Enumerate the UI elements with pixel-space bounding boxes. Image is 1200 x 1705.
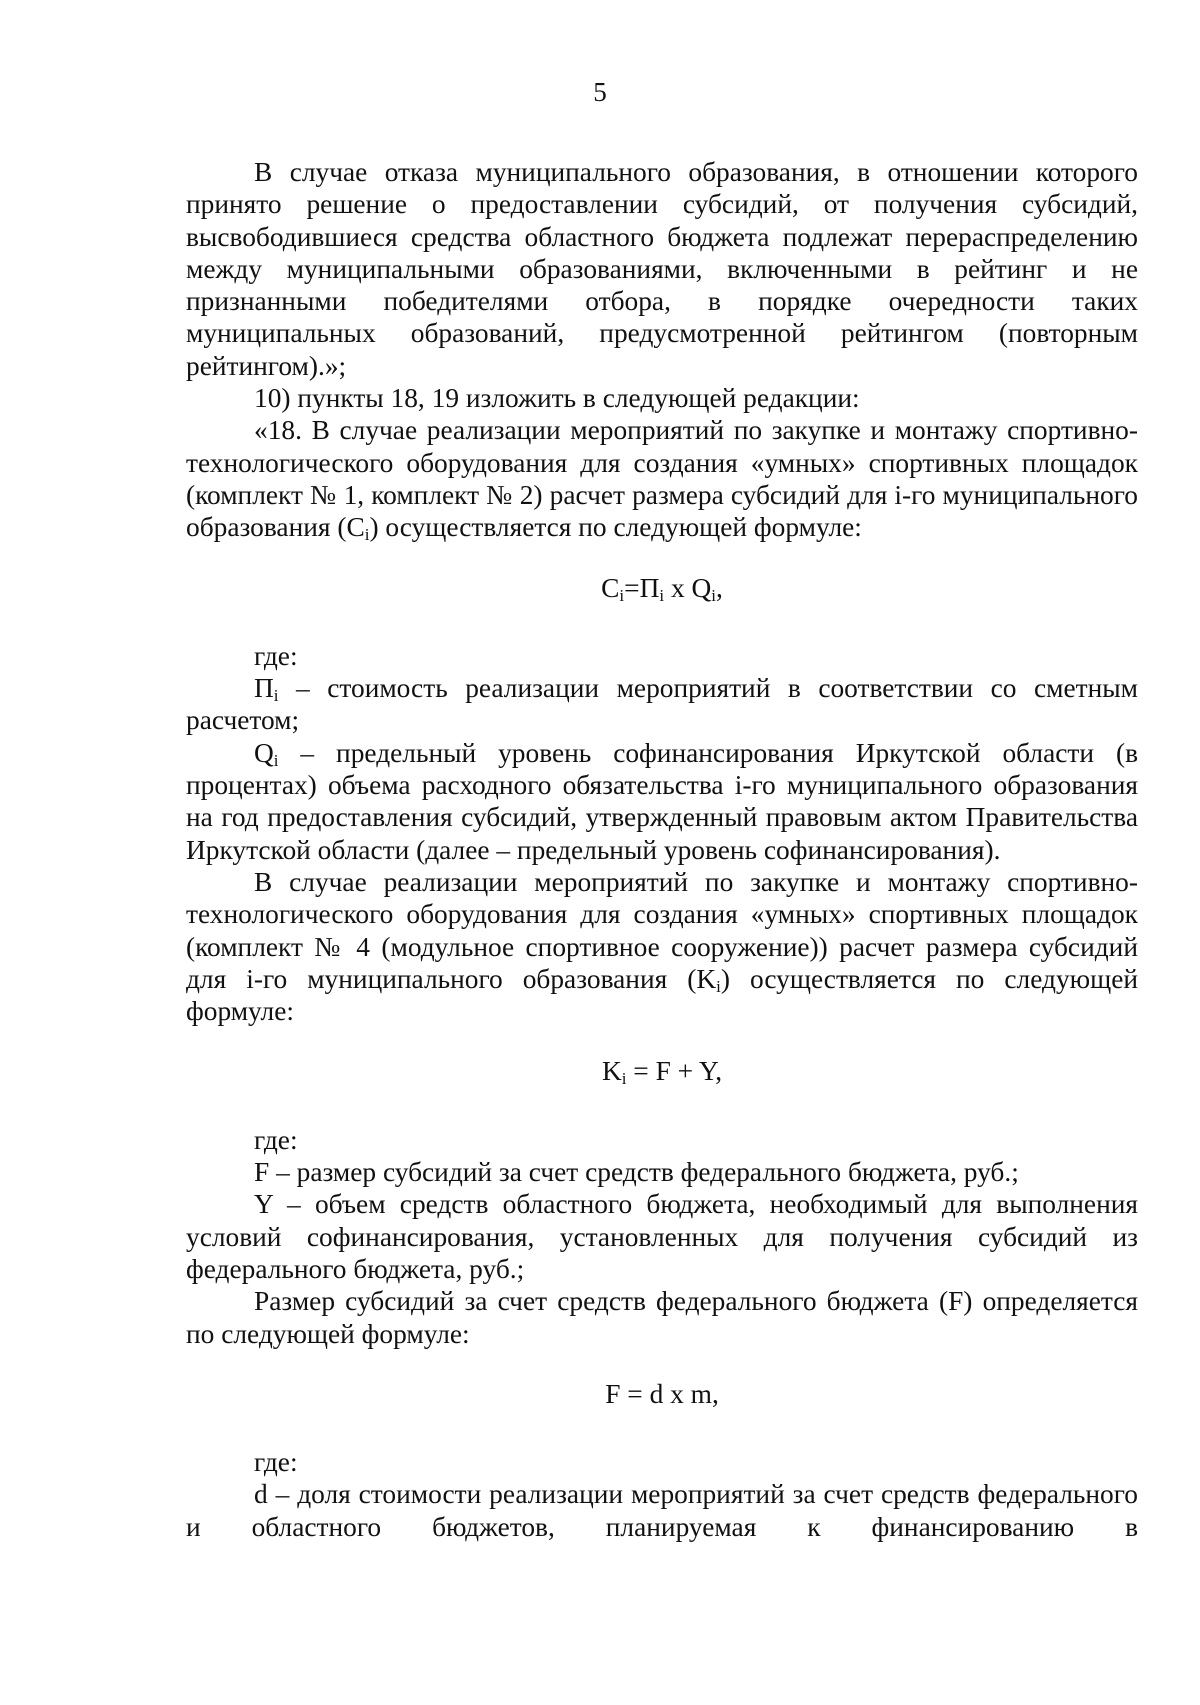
formula-ki-sub: i [621,1069,627,1089]
definition-q-sub: i [273,750,279,770]
formula-ci-sub1: i [619,585,625,605]
formula-ci [186,572,1138,604]
formula-ci-c: C [601,572,620,603]
formula-ki-rest: = F + Y, [626,1056,723,1087]
paragraph-amendment-10: 10) пункты 18, 19 изложить в следующей редакции: [254,383,860,414]
definition-d: d – доля стоимости реализации мероприятий за счет средств федерального и областного бюджетов, планируемая к финансированию в [186,1479,1138,1542]
paragraph-18 [186,414,1138,543]
paragraph-18-text: «18. В случае реализации мероприятий по закупке и монтажу спортивно-технологического оборудования для создания «умных» спортивных площадок (комплект № 1, комплект № 2) расчет размера субсидий для i-го муниципального образования (C [186,415,1138,543]
paragraph-kit-4 [186,866,1138,1027]
paragraph-federal-size: Размер субсидий за счет средств федерального бюджета (F) определяется по следующей формуле: [186,1286,1138,1349]
paragraph-kit-4-sub: i [716,977,721,997]
definition-q-text: – предельный уровень софинансирования Иркутской области (в процентах) объема расходного обязательства i-го муниципального образования на год предоставления субсидий, утвержденный правовым актом Правительства Иркутской области (далее – предельный уровень софинансирования). [186,737,1138,865]
definition-f: F – размер субсидий за счет средств федерального бюджета, руб.; [254,1157,1019,1188]
formula-ci-sub2: i [659,585,665,605]
formula-f: F = d x m, [605,1378,719,1409]
definition-pi [186,672,1138,737]
formula-ci-q: x Q [664,572,712,603]
definition-pi-text: – стоимость реализации мероприятий в соответствии со сметным расчетом; [186,673,1138,736]
paragraph-kit-4-text-end: ) осуществляется по следующей формуле: [186,963,1139,1027]
document-body [186,156,1138,1543]
definition-y: Y – объем средств областного бюджета, необходимый для выполнения условий софинансирования, установленных для получения субсидий из федерального бюджета, руб.; [186,1189,1138,1284]
definition-q [186,737,1138,866]
page-number: 5 [593,77,607,107]
where-label-2: где: [254,1124,298,1155]
paragraph-refusal: В случае отказа муниципального образования, в отношении которого принято решение о предоставлении субсидий, от получения субсидий, высвободившиеся средства областного бюджета подлежат перераспределению между муниципальными образованиями, включенными в рейтинг и не признанными победителями отбора, в порядке очередности таких муниципальных образований, предусмотренной рейтингом (повторным рейтингом).»; [186,157,1138,381]
formula-ki-k: K [601,1056,622,1087]
paragraph-kit-4-text: В случае реализации мероприятий по закупке и монтажу спортивно-технологического оборудования для создания «умных» спортивных площадок (комплект № 4 (модульное спортивное сооружение)) расчет размера субсидий для i-го муниципального образования (K [186,866,1138,994]
formula-ci-end: , [715,572,723,603]
definition-pi-sub: i [273,686,279,706]
where-label-1: где: [254,640,298,671]
definition-q-symbol: Q [254,737,274,768]
formula-ci-sub3: i [711,585,716,605]
formula-ci-pi: =П [624,572,660,603]
subscript-i: i [364,525,370,545]
paragraph-18-text-end: ) осуществляется по следующей формуле: [369,512,862,543]
where-label-3: где: [254,1447,298,1478]
formula-ki [186,1055,1138,1087]
definition-pi-symbol: П [254,673,274,704]
